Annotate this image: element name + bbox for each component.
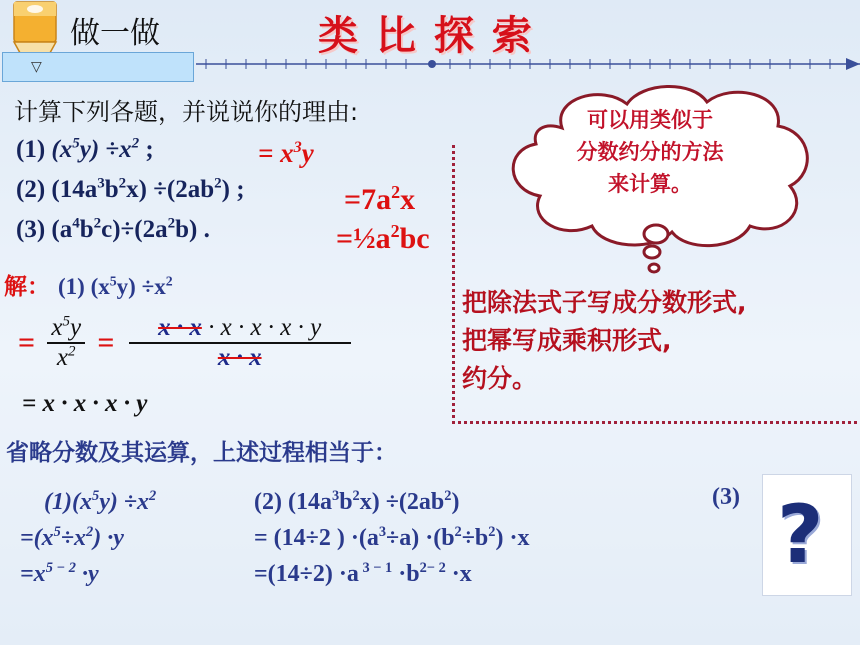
solution-result: = x · x · x · y	[22, 390, 148, 417]
solution-head: 解： (1) $(x^5y) \div x^2$	[4, 273, 173, 300]
question-mark-icon: ?	[777, 488, 824, 581]
summary-col-3: (3)	[712, 484, 740, 510]
ruler-line	[196, 56, 860, 72]
answer-1: = $x^3y$	[258, 138, 314, 168]
solution-fraction-step: = $\frac{x^5y}{x^2}$ = $\frac{x \cdot x \cdot x \cdot x \cdot x \cdot y}{x \cdot x}$	[18, 314, 351, 372]
triangle-down-icon: ▽	[31, 59, 42, 75]
section-tag	[70, 8, 160, 52]
question-prompt: 计算下列各题，并说说你的理由:	[14, 98, 359, 126]
cloud-text: 可以用类似于 分数约分的方法 来计算。	[576, 108, 724, 196]
answer-3: $=\frac{1}{2}a^2bc$	[336, 221, 430, 255]
problem-1: (1) $(x^5y) \div x^2$ ;	[16, 135, 154, 163]
section-tag-label: 做一做	[70, 16, 160, 51]
tag-bar	[2, 52, 194, 82]
answer-2: $=7a^2x$	[344, 182, 416, 216]
explain-text: 把除法式子写成分数形式, 把幂写成乘积形式, 约分。	[462, 288, 747, 393]
question-mark-box	[762, 474, 852, 596]
page-title: 类 比 探 索	[318, 13, 534, 59]
problem-3: (3) $(a^4b^2c)\div(2a^2b)$ .	[16, 215, 210, 243]
problem-2: (2) $(14a^3b^2x) \div(2ab^2)$ ;	[16, 175, 245, 203]
summary-col-1: $(1)(x^5y) \div x^2$ $=(x^5\div x^2) \cdot y$ $=x^{5 - 2} \cdot y$	[20, 488, 157, 587]
summary-col-2: (2) $(14a^3b^2x) \div(2ab^2)$ = (14÷2 ) $\cdot(a^3\div a) \cdot(b^2\div b^2) \cdot x$ =(14÷2) ·a $^{3 - 1} \cdot b^{2- 2} \cdot x$	[254, 488, 530, 587]
summary-text: 省略分数及其运算，上述过程相当于：	[6, 440, 397, 466]
